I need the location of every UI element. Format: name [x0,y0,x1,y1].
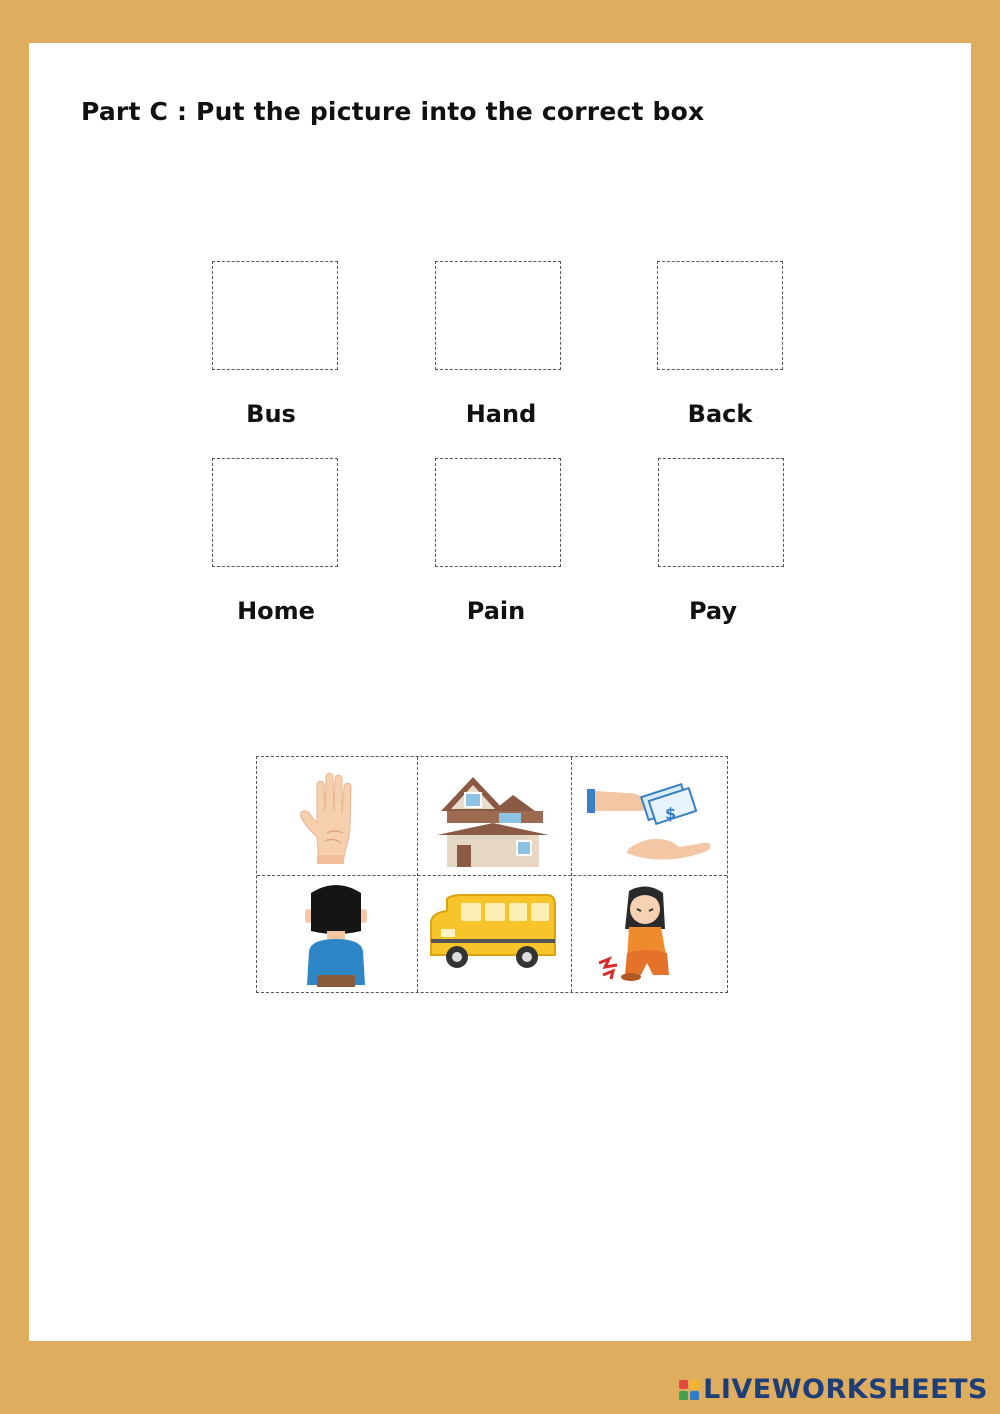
word-pain: Pain [466,597,526,625]
school-bus-icon[interactable] [427,893,559,975]
word-bus: Bus [246,400,296,428]
hand-icon[interactable] [297,771,367,865]
word-back: Back [687,400,753,428]
brand-name: LIVEWORKSHEETS [703,1374,988,1405]
worksheet-page [29,43,971,1341]
drop-box-hand[interactable] [435,261,561,370]
word-pay: Pay [688,597,738,625]
house-icon[interactable] [437,771,549,869]
drop-box-pain[interactable] [435,458,561,567]
svg-text:$: $ [665,804,677,823]
page-title: Part C : Put the picture into the correct box [81,97,705,126]
liveworksheets-logo [679,1374,988,1405]
word-hand: Hand [465,400,537,428]
drop-box-back[interactable] [657,261,783,370]
child-back-icon[interactable] [297,881,375,989]
picture-tray [256,756,728,993]
word-home: Home [237,597,315,625]
payment-icon[interactable] [587,775,717,869]
brand-logo-icon [679,1380,699,1400]
drop-box-bus[interactable] [212,261,338,370]
girl-pain-icon[interactable] [597,883,689,983]
drop-box-pay[interactable] [658,458,784,567]
drop-box-home[interactable] [212,458,338,567]
